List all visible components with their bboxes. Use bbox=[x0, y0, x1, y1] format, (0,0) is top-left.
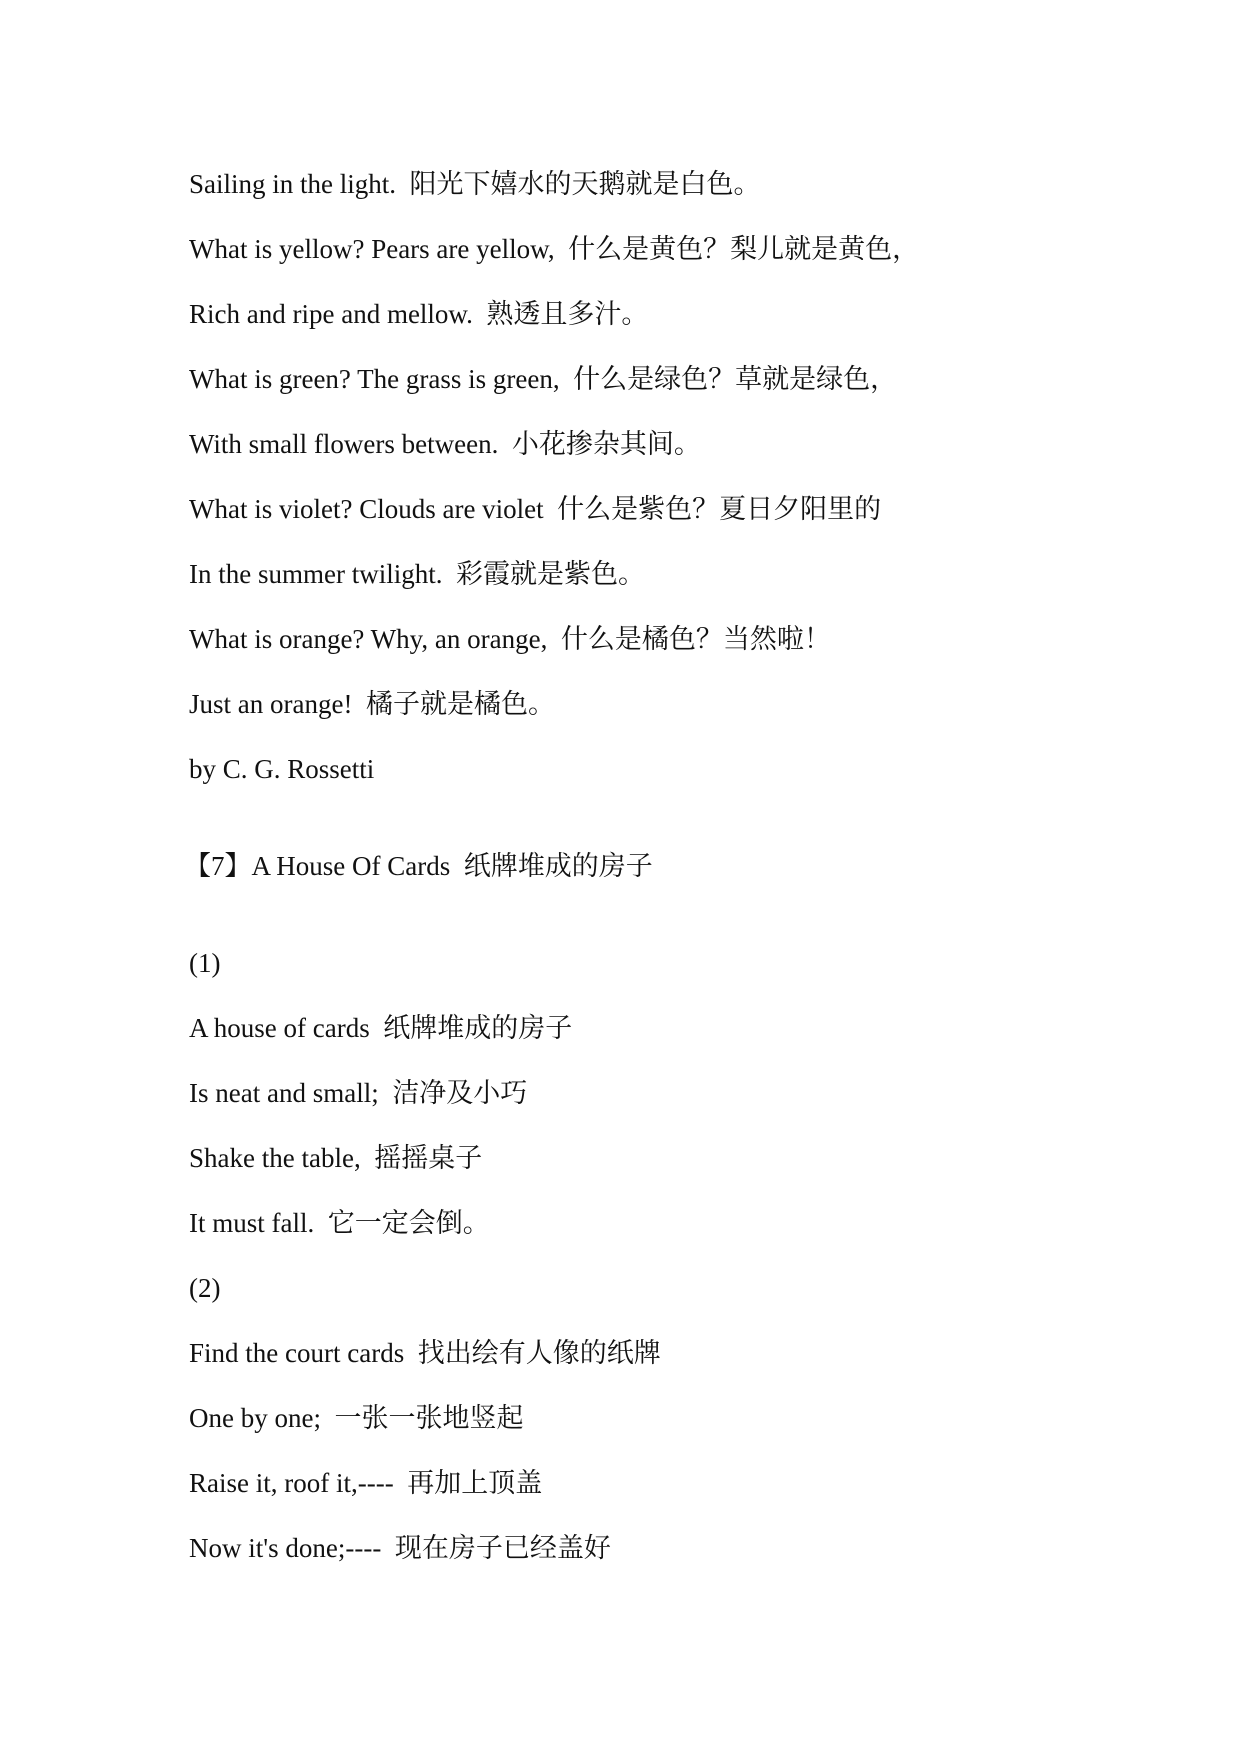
stanza-label: (2) bbox=[189, 1273, 221, 1303]
poem-line: Find the court cards 找出绘有人像的纸牌 bbox=[189, 1338, 661, 1368]
poem-line: What is violet? Clouds are violet 什么是紫色？夏日夕阳里的 bbox=[189, 494, 882, 524]
poem-line: What is yellow? Pears are yellow, 什么是黄色？梨儿就是黄色， bbox=[189, 234, 920, 264]
poem-line: In the summer twilight. 彩霞就是紫色。 bbox=[189, 559, 645, 589]
poem-line: What is orange? Why, an orange, 什么是橘色？当然啦！ bbox=[189, 624, 831, 654]
poem-author: by C. G. Rossetti bbox=[189, 754, 375, 784]
poem-line: Raise it, roof it,---- 再加上顶盖 bbox=[189, 1468, 543, 1498]
poem-line: Rich and ripe and mellow. 熟透且多汁。 bbox=[189, 299, 649, 329]
poem-line: Sailing in the light. 阳光下嬉水的天鹅就是白色。 bbox=[189, 169, 761, 199]
stanza-label: (1) bbox=[189, 948, 221, 978]
poem-line: What is green? The grass is green, 什么是绿色？草就是绿色， bbox=[189, 364, 898, 394]
poem-line: One by one; 一张一张地竖起 bbox=[189, 1403, 524, 1433]
poem-line: Is neat and small; 洁净及小巧 bbox=[189, 1078, 528, 1108]
poem-line: Just an orange! 橘子就是橘色。 bbox=[189, 689, 555, 719]
poem-line: Shake the table, 摇摇桌子 bbox=[189, 1143, 483, 1173]
section-heading: 【7】A House Of Cards 纸牌堆成的房子 bbox=[184, 851, 653, 881]
poem-line: A house of cards 纸牌堆成的房子 bbox=[189, 1013, 573, 1043]
poem-line: With small flowers between. 小花掺杂其间。 bbox=[189, 429, 701, 459]
poem-line: It must fall. 它一定会倒。 bbox=[189, 1208, 490, 1238]
poem-line: Now it's done;---- 现在房子已经盖好 bbox=[189, 1533, 611, 1563]
